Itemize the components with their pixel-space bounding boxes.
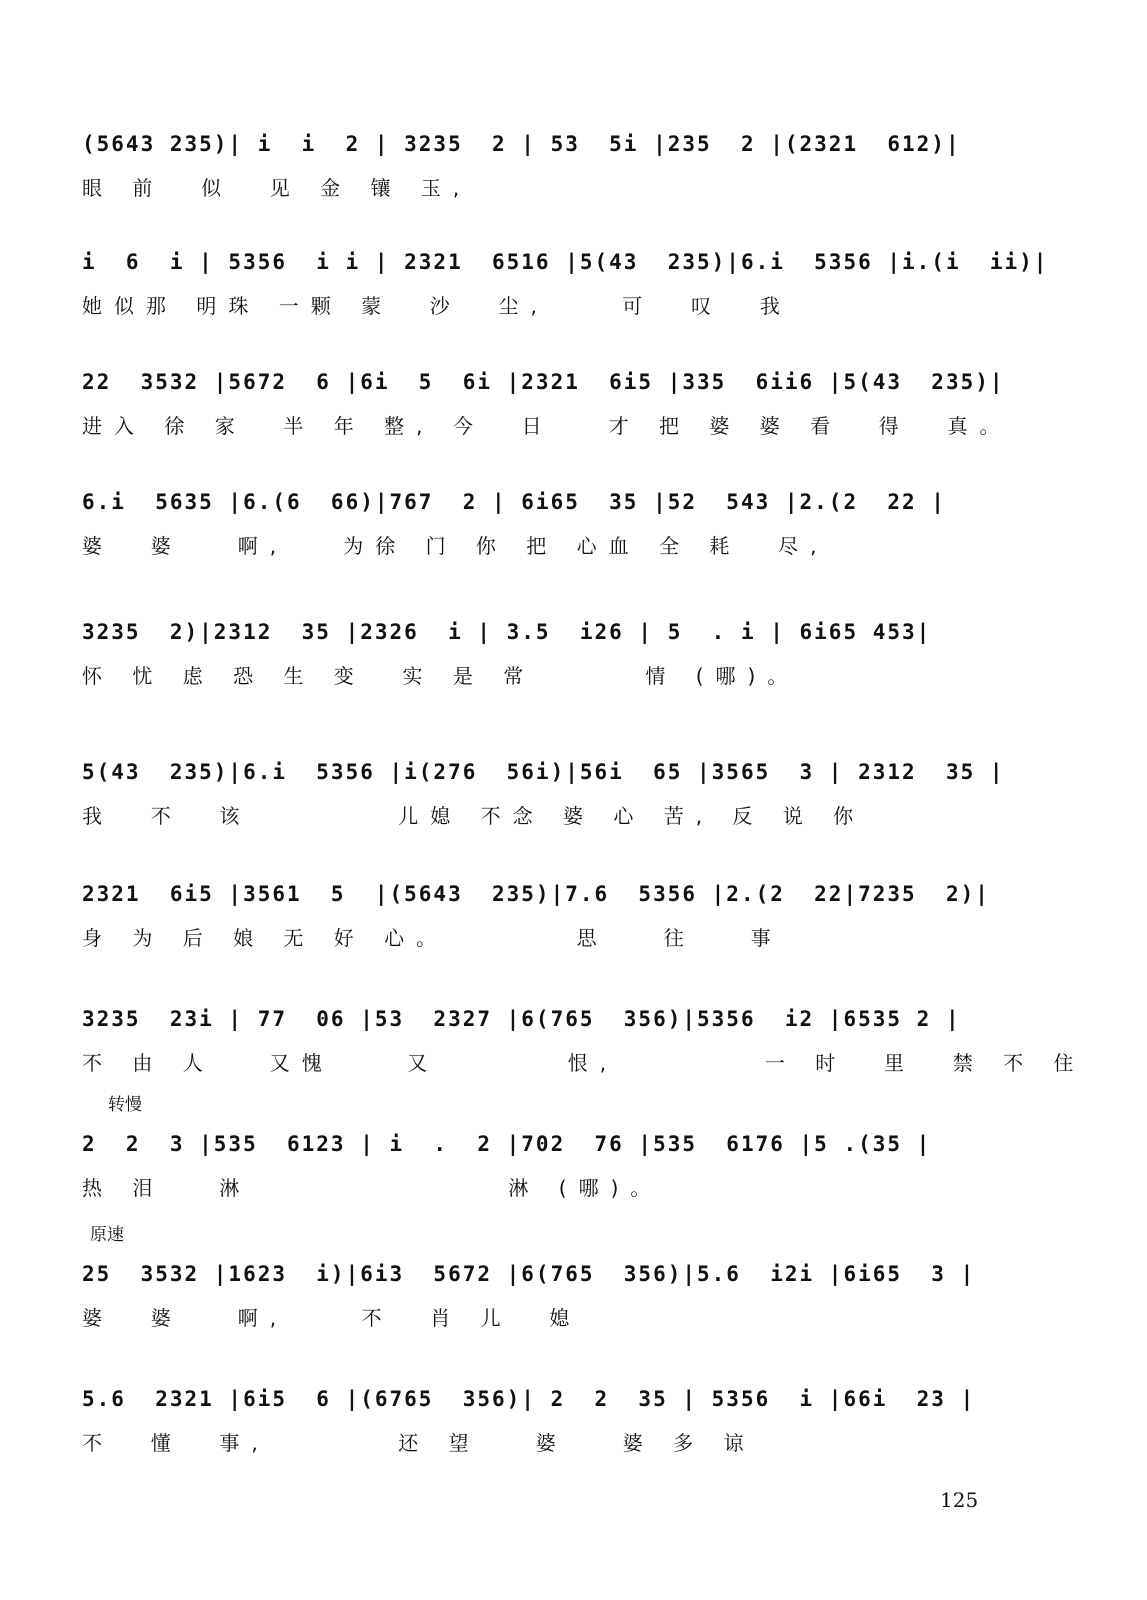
- lyrics-line: 怀 忧 虑 恐 生 变 实 是 常 情 (哪)。: [82, 664, 800, 688]
- lyrics-line: 她似那 明珠 一颗 蒙 沙 尘, 可 叹 我: [82, 294, 792, 318]
- notation-line: i 6 i | 5356 i i | 2321 6516 |5(43 235)|6.i 5356 |i.(i ii)|: [82, 250, 1049, 274]
- notation-line: 6.i 5635 |6.(6 66)|767 2 | 6i65 35 |52 543 |2.(2 22 |: [82, 490, 946, 514]
- notation-line: 2321 6i5 |3561 5 |(5643 235)|7.6 5356 |2.(2 22|7235 2)|: [82, 882, 990, 906]
- lyrics-line: 不 由 人 又愧 又 恨, 一 时 里 禁 不 住: [82, 1051, 1086, 1075]
- notation-line: 3235 23i | 77 06 |53 2327 |6(765 356)|5356 i2 |6535 2 |: [82, 1007, 961, 1031]
- lyrics-line: 进入 徐 家 半 年 整, 今 日 才 把 婆 婆 看 得 真。: [82, 414, 1012, 438]
- lyrics-line: 眼 前 似 见 金 镶 玉,: [82, 176, 472, 200]
- notation-line: 25 3532 |1623 i)|6i3 5672 |6(765 356)|5.6 i2i |6i65 3 |: [82, 1262, 976, 1286]
- lyrics-line: 婆 婆 啊, 不 肖 儿 媳: [82, 1306, 582, 1330]
- tempo-marking: 转慢: [108, 1095, 142, 1115]
- notation-line: (5643 235)| i i 2 | 3235 2 | 53 5i |235 2 |(2321 612)|: [82, 132, 961, 156]
- lyrics-line: 婆 婆 啊, 为徐 门 你 把 心血 全 耗 尽,: [82, 534, 829, 558]
- notation-line: 3235 2)|2312 35 |2326 i | 3.5 i26 | 5 . i | 6i65 453|: [82, 620, 932, 644]
- lyrics-line: 我 不 该 儿媳 不念 婆 心 苦, 反 说 你: [82, 804, 866, 828]
- lyrics-line: 身 为 后 娘 无 好 心。 思 往 事: [82, 926, 783, 950]
- page-number: 125: [940, 1488, 979, 1512]
- notation-line: 22 3532 |5672 6 |6i 5 6i |2321 6i5 |335 6ii6 |5(43 235)|: [82, 370, 1005, 394]
- lyrics-line: 热 泪 淋 淋 (哪)。: [82, 1176, 663, 1200]
- lyrics-line: 不 懂 事, 还 望 婆 婆 多 谅: [82, 1431, 756, 1455]
- tempo-marking: 原速: [90, 1225, 124, 1245]
- notation-line: 2 2 3 |535 6123 | i . 2 |702 76 |535 6176 |5 .(35 |: [82, 1132, 932, 1156]
- notation-line: 5.6 2321 |6i5 6 |(6765 356)| 2 2 35 | 5356 i |66i 23 |: [82, 1387, 976, 1411]
- notation-line: 5(43 235)|6.i 5356 |i(276 56i)|56i 65 |3565 3 | 2312 35 |: [82, 760, 1005, 784]
